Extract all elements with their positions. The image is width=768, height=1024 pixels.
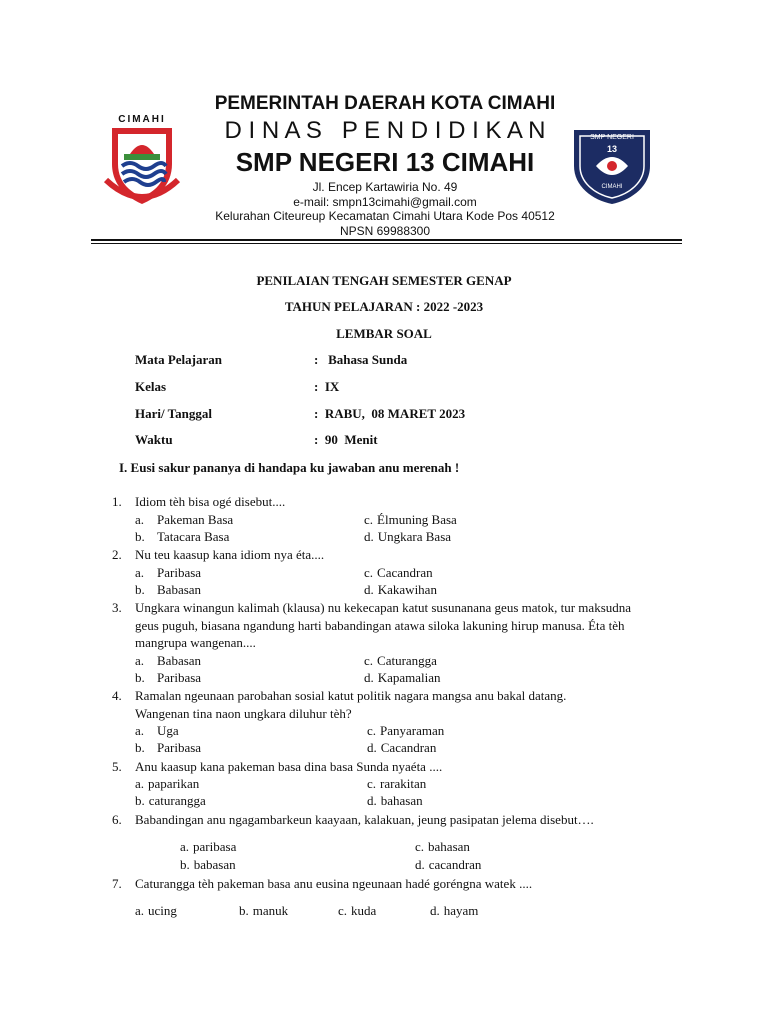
option-letter: c. [415,839,425,854]
cimahi-city-logo [100,114,184,210]
answer-option [364,653,437,669]
option-text: hayam [443,903,479,918]
school-badge-logo [570,122,654,206]
answer-option [180,857,236,873]
option-text: caturangga [148,793,206,808]
option-letter: c. [367,723,377,738]
header-divider-thick [91,239,682,241]
question-number: 4. [112,688,122,703]
answer-option [135,903,177,919]
option-text: kuda [351,903,377,918]
option-text: Caturangga [377,653,437,668]
badge-text-bottom: CIMAHI [601,184,623,190]
question-text: Ungkara winangun kalimah (klausa) nu kekecapan katut susunanana geus matok, tur maksudna [135,600,632,615]
option-text: Paribasa [157,740,202,755]
question-number: 1. [112,494,122,509]
option-letter: b. [135,793,145,808]
option-letter: d. [364,529,374,544]
badge-text-top: SMP NEGERI [590,134,634,141]
option-text: cacandran [428,857,482,872]
info-label: Hari/ Tanggal [135,406,212,421]
left-logo-text: CIMAHI [118,114,166,125]
instruction: I. Eusi sakur pananya di handapa ku jawaban anu merenah ! [119,460,460,475]
answer-option [367,776,426,792]
kelurahan-line: Kelurahan Citeureup Kecamatan Cimahi Utara Kode Pos 40512 [215,209,555,223]
answer-option [180,839,236,855]
answer-option [364,529,451,545]
option-text: ucing [148,903,177,918]
question-text: Anu kaasup kana pakeman basa dina basa Sunda nyaéta .... [135,759,443,774]
option-text: Kapamalian [377,670,441,685]
option-text: Cacandran [377,565,433,580]
email: e-mail: smpn13cimahi@gmail.com [293,195,477,209]
question-number: 6. [112,812,122,827]
answer-option [135,565,201,581]
option-letter: c. [364,565,374,580]
question-text: Caturangga tèh pakeman basa anu eusina ngeunaan hadé goréngna watek .... [135,876,533,891]
option-text: paribasa [193,839,237,854]
option-letter: d. [415,857,425,872]
option-letter: d. [364,670,374,685]
option-letter: d. [430,903,440,918]
option-letter: c. [364,653,374,668]
option-text: Pakeman Basa [157,512,234,527]
answer-option [415,857,481,873]
question-text: geus puguh, biasana ngandung harti babandingan atawa siloka lakuning hirup manusa. Éta tèh [135,617,625,633]
answer-option [364,670,441,686]
option-letter: d. [367,793,377,808]
question-text: Babandingan anu ngagambarkeun kaayaan, kalakuan, jeung pasipatan jelema disebut…. [135,812,594,827]
option-letter: b. [180,857,190,872]
info-value: : IX [314,379,340,394]
option-letter: a. [135,903,145,918]
option-text: Panyaraman [380,723,445,738]
option-letter: d. [367,740,377,755]
option-letter: a. [135,512,145,527]
answer-option [430,903,478,919]
option-text: Uga [157,723,179,738]
question-text: Wangenan tina naon ungkara diluhur tèh? [135,705,352,721]
answer-option [135,793,206,809]
sheet-title: LEMBAR SOAL [336,326,432,341]
option-letter: a. [135,653,145,668]
option-letter: b. [135,740,145,755]
info-value: : 90 Menit [314,432,378,447]
option-text: Cacandran [380,740,437,755]
question-text: mangrupa wangenan.... [135,635,256,650]
academic-year: TAHUN PELAJARAN : 2022 -2023 [284,299,484,314]
option-letter: b. [135,582,145,597]
badge-number: 13 [606,144,617,154]
option-letter: b. [135,670,145,685]
dept-title: D I N A S P E N D I D I K A N [224,117,546,144]
option-letter: a. [135,723,145,738]
option-text: Paribasa [157,670,202,685]
option-letter: b. [135,529,145,544]
question-text: Ramalan ngeunaan parobahan sosial katut politik nagara mangsa anu bakal datang. [135,688,567,703]
question-number: 5. [112,759,122,774]
answer-option [415,839,470,855]
option-letter: d. [364,582,374,597]
question-number: 3. [112,600,122,615]
answer-option [135,582,201,598]
gov-title: PEMERINTAH DAERAH KOTA CIMAHI [214,93,556,114]
answer-option [367,793,423,809]
option-text: babasan [193,857,236,872]
exam-title: PENILAIAN TENGAH SEMESTER GENAP [256,273,512,288]
option-letter: a. [135,776,145,791]
answer-option [367,723,444,739]
question-number: 2. [112,547,122,562]
answer-option [364,512,457,528]
option-letter: a. [135,565,145,580]
option-letter: c. [364,512,374,527]
answer-option [367,740,436,756]
answer-option [135,723,179,739]
option-text: rarakitan [380,776,427,791]
option-text: Kakawihan [377,582,437,597]
option-letter: a. [180,839,190,854]
question-text: Nu teu kaasup kana idiom nya éta.... [135,547,325,562]
answer-option [135,776,199,792]
info-value: : Bahasa Sunda [314,352,408,367]
info-value: : RABU, 08 MARET 2023 [314,406,466,421]
header-divider-thin [91,243,682,244]
option-text: bahasan [428,839,470,854]
option-letter: c. [338,903,348,918]
option-text: Babasan [157,582,202,597]
option-text: Ungkara Basa [377,529,452,544]
option-letter: b. [239,903,249,918]
option-text: bahasan [380,793,423,808]
option-text: manuk [252,903,289,918]
answer-option [135,529,229,545]
answer-option [239,903,288,919]
option-text: paparikan [148,776,200,791]
answer-option [135,512,233,528]
option-text: Paribasa [157,565,202,580]
question-number: 7. [112,876,122,891]
option-text: Babasan [157,653,202,668]
question-text: Idiom tèh bisa ogé disebut.... [135,494,286,509]
answer-option [364,582,437,598]
answer-option [364,565,433,581]
option-text: Tatacara Basa [157,529,230,544]
option-text: Élmuning Basa [377,512,457,527]
info-label: Kelas [135,379,167,394]
school-name: SMP NEGERI 13 CIMAHI [235,147,535,177]
info-label: Mata Pelajaran [135,352,223,367]
option-letter: c. [367,776,377,791]
answer-option [135,653,201,669]
answer-option [135,740,201,756]
answer-option [135,670,201,686]
npsn: NPSN 69988300 [339,224,431,238]
address: Jl. Encep Kartawiria No. 49 [312,180,458,194]
info-label: Waktu [135,432,173,447]
answer-option [338,903,376,919]
